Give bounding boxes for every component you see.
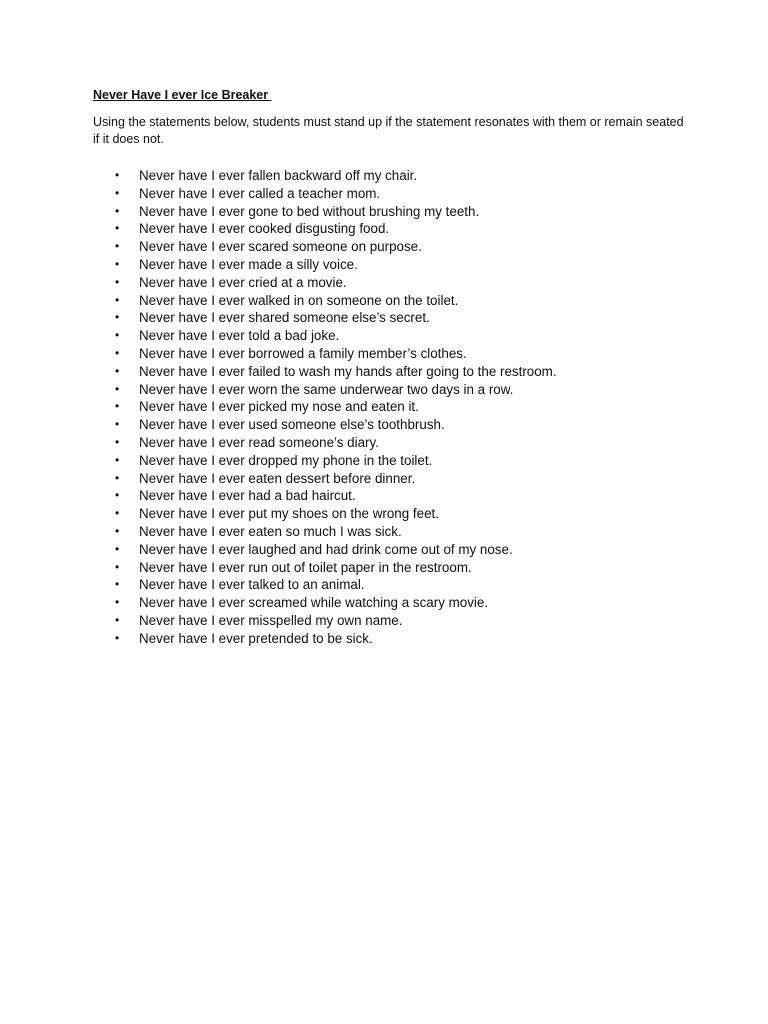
bullet-icon: • — [115, 328, 120, 343]
list-item-text: Never have I ever pretended to be sick. — [139, 630, 373, 646]
list-item-text: Never have I ever misspelled my own name. — [139, 612, 403, 628]
list-item — [115, 434, 557, 452]
list-item — [115, 309, 557, 327]
list-item-text: Never have I ever failed to wash my hands after going to the restroom. — [139, 363, 557, 379]
bullet-icon: • — [115, 559, 120, 574]
list-item-text: Never have I ever read someone’s diary. — [139, 434, 379, 450]
list-item-text: Never have I ever called a teacher mom. — [139, 185, 381, 201]
bullet-icon: • — [115, 239, 120, 254]
statement-list — [115, 167, 557, 648]
bullet-icon: • — [115, 577, 120, 592]
list-item — [115, 594, 557, 612]
bullet-icon: • — [115, 381, 120, 396]
list-item — [115, 559, 557, 577]
bullet-icon: • — [115, 256, 120, 271]
list-item-text: Never have I ever shared someone else’s secret. — [139, 310, 430, 326]
list-item-text: Never have I ever eaten dessert before dinner. — [139, 470, 416, 486]
list-item-text: Never have I ever eaten so much I was sick. — [139, 523, 402, 539]
list-item — [115, 576, 557, 594]
intro-paragraph: Using the statements below, students must stand up if the statement resonates with them or remain seated if it does not. — [93, 115, 684, 146]
list-item — [115, 238, 557, 256]
bullet-icon: • — [115, 595, 120, 610]
list-item-text: Never have I ever laughed and had drink come out of my nose. — [139, 541, 513, 557]
bullet-icon: • — [115, 506, 120, 521]
bullet-icon: • — [115, 345, 120, 360]
bullet-icon: • — [115, 470, 120, 485]
list-item — [115, 398, 557, 416]
list-item — [115, 612, 557, 630]
bullet-icon: • — [115, 185, 120, 200]
document-title: Never Have I ever Ice Breaker — [93, 88, 272, 102]
list-item — [115, 167, 557, 185]
bullet-icon: • — [115, 310, 120, 325]
bullet-icon: • — [115, 523, 120, 538]
list-item-text: Never have I ever dropped my phone in the toilet. — [139, 452, 433, 468]
list-item — [115, 487, 557, 505]
list-item — [115, 220, 557, 238]
list-item — [115, 523, 557, 541]
list-item — [115, 452, 557, 470]
bullet-icon: • — [115, 434, 120, 449]
list-item-text: Never have I ever had a bad haircut. — [139, 488, 356, 504]
bullet-icon: • — [115, 168, 120, 182]
bullet-icon: • — [115, 417, 120, 432]
bullet-icon: • — [115, 541, 120, 556]
bullet-icon: • — [115, 399, 120, 414]
list-item-text: Never have I ever told a bad joke. — [139, 328, 340, 344]
list-item — [115, 185, 557, 203]
list-item-text: Never have I ever fallen backward off my chair. — [139, 168, 418, 183]
list-item — [115, 292, 557, 310]
list-item — [115, 630, 557, 648]
bullet-icon: • — [115, 452, 120, 467]
list-item — [115, 345, 557, 363]
list-item — [115, 470, 557, 488]
bullet-icon: • — [115, 630, 120, 645]
bullet-icon: • — [115, 488, 120, 503]
list-item — [115, 541, 557, 559]
list-item-text: Never have I ever borrowed a family member’s clothes. — [139, 345, 467, 361]
list-item-text: Never have I ever put my shoes on the wrong feet. — [139, 506, 439, 522]
list-item — [115, 416, 557, 434]
list-item — [115, 363, 557, 381]
bullet-icon: • — [115, 274, 120, 289]
list-item — [115, 505, 557, 523]
list-item — [115, 381, 557, 399]
bullet-icon: • — [115, 292, 120, 307]
list-item-text: Never have I ever scared someone on purpose. — [139, 239, 422, 255]
list-item-text: Never have I ever worn the same underwear two days in a row. — [139, 381, 514, 397]
list-item — [115, 203, 557, 221]
list-item-text: Never have I ever cried at a movie. — [139, 274, 347, 290]
list-item-text: Never have I ever made a silly voice. — [139, 256, 358, 272]
bullet-icon: • — [115, 363, 120, 378]
list-item — [115, 256, 557, 274]
bullet-icon: • — [115, 612, 120, 627]
list-item-text: Never have I ever cooked disgusting food. — [139, 221, 390, 237]
bullet-icon: • — [115, 221, 120, 236]
list-item-text: Never have I ever screamed while watching a scary movie. — [139, 595, 489, 611]
list-item — [115, 327, 557, 345]
list-item-text: Never have I ever used someone else’s toothbrush. — [139, 417, 445, 433]
list-item — [115, 274, 557, 292]
bullet-icon: • — [115, 203, 120, 218]
list-item-text: Never have I ever run out of toilet paper in the restroom. — [139, 559, 472, 575]
list-item-text: Never have I ever walked in on someone on the toilet. — [139, 292, 459, 308]
list-item-text: Never have I ever talked to an animal. — [139, 577, 365, 593]
list-item-text: Never have I ever gone to bed without brushing my teeth. — [139, 203, 480, 219]
list-item-text: Never have I ever picked my nose and eaten it. — [139, 399, 419, 415]
